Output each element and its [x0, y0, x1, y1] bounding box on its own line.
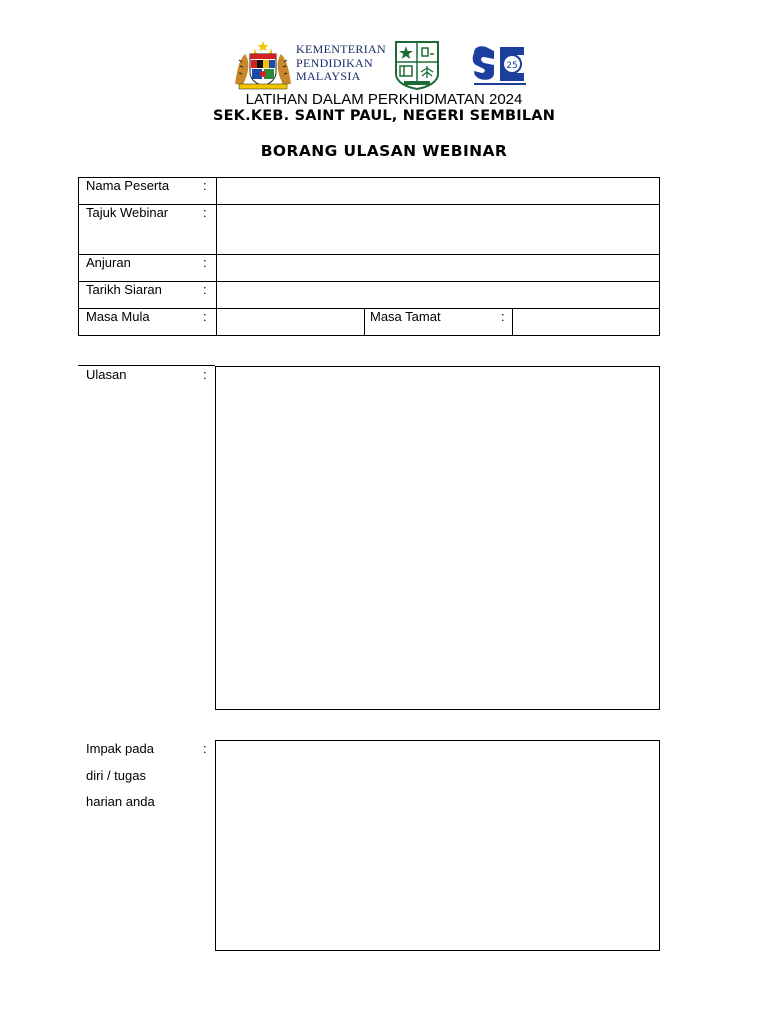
- impak-label-line-1: Impak pada: [86, 741, 154, 756]
- colon: :: [203, 205, 207, 220]
- masa-mula-field[interactable]: [216, 309, 365, 335]
- row-tajuk-webinar: [79, 205, 659, 255]
- colon: :: [203, 309, 207, 324]
- ulasan-label: Ulasan: [86, 367, 127, 382]
- masa-mula-label: Masa Mula: [86, 309, 150, 324]
- colon: :: [203, 255, 207, 270]
- participant-details-table: [78, 177, 660, 336]
- colon: :: [203, 367, 207, 382]
- row-masa: [79, 309, 659, 335]
- tajuk-webinar-field[interactable]: [216, 205, 659, 254]
- tarikh-siaran-label: Tarikh Siaran: [86, 282, 162, 297]
- tarikh-siaran-field[interactable]: [216, 282, 659, 308]
- row-anjuran: [79, 255, 659, 282]
- form-title: BORANG ULASAN WEBINAR: [260, 142, 508, 160]
- school-crest-logo: [394, 40, 440, 90]
- impak-label-line-2: diri / tugas: [86, 768, 146, 783]
- header-line-2: SEK.KEB. SAINT PAUL, NEGERI SEMBILAN: [212, 108, 556, 124]
- colon: :: [501, 309, 505, 324]
- impak-label-line-3: harian anda: [86, 794, 155, 809]
- masa-tamat-field[interactable]: [512, 309, 659, 335]
- masa-tamat-label: Masa Tamat: [370, 309, 441, 324]
- ministry-line-3: MALAYSIA: [296, 69, 361, 83]
- colon: :: [203, 282, 207, 297]
- nama-peserta-label: Nama Peserta: [86, 178, 170, 193]
- ministry-line-2: PENDIDIKAN: [296, 55, 373, 70]
- anjuran-field[interactable]: [216, 255, 659, 281]
- colon: :: [203, 741, 207, 756]
- tajuk-webinar-label: Tajuk Webinar: [86, 205, 169, 220]
- ministry-name: [296, 43, 386, 84]
- colon: :: [203, 178, 207, 193]
- row-nama-peserta: [79, 178, 659, 205]
- header-line-1: LATIHAN DALAM PERKHIDMATAN 2024: [245, 91, 523, 108]
- ministry-line-1: KEMENTERIAN: [296, 42, 386, 56]
- ulasan-textbox[interactable]: [215, 366, 660, 710]
- row-tarikh-siaran: [79, 282, 659, 309]
- svg-text:25: 25: [506, 61, 518, 71]
- organisation-emblem-logo: [470, 43, 530, 87]
- malaysia-coat-of-arms-logo: [233, 40, 293, 90]
- impak-textbox[interactable]: [215, 740, 660, 951]
- frame-top-line: [78, 365, 215, 366]
- anjuran-label: Anjuran: [86, 255, 131, 270]
- nama-peserta-field[interactable]: [216, 178, 659, 204]
